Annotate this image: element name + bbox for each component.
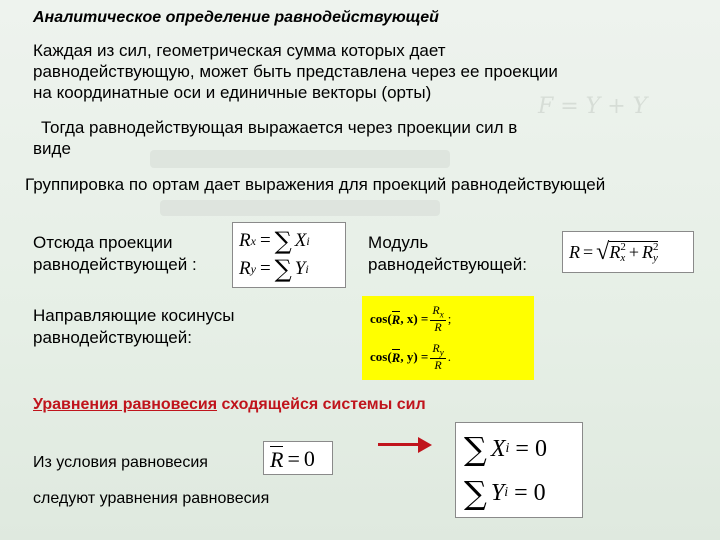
eq-x-i: i <box>505 441 510 456</box>
eq-x-zero: 0 <box>534 435 547 462</box>
mod-ry-sq: 2 <box>652 240 659 253</box>
ry-formula <box>239 255 339 283</box>
eq-x-formula <box>464 427 574 471</box>
mod-ry-supsub <box>653 242 659 264</box>
cos-x-num-r: R <box>432 302 440 317</box>
cos-y-frac <box>430 342 445 372</box>
ry-eq: = <box>259 258 271 279</box>
cond-eq: = <box>287 446 300 471</box>
mod-rx-sub: x <box>620 251 626 264</box>
cos-x-prefix: cos( <box>370 311 392 326</box>
cond-zero: 0 <box>303 446 315 471</box>
ghost-formula-bar-2 <box>160 200 440 216</box>
ry-symbol: R <box>239 258 251 279</box>
mod-r: R <box>569 241 580 262</box>
follow-label: следуют уравнения равновесия <box>33 490 270 507</box>
mod-plus: + <box>628 242 639 262</box>
arrow-right-icon <box>418 437 432 453</box>
equilibrium-heading-rest: сходящейся системы сил <box>217 396 426 413</box>
rx-i: i <box>306 233 310 248</box>
eq-y-sum: ∑ <box>464 474 487 512</box>
intro-line-3: на координатные оси и единичные векторы (орты) <box>33 83 432 102</box>
cos-x-rest: , x) = <box>400 311 429 326</box>
ry-sum: ∑ <box>274 255 292 283</box>
rx-formula <box>239 227 339 255</box>
mod-rx: R <box>609 242 621 262</box>
sqrt-body <box>609 241 658 264</box>
cos-y-num-r: R <box>432 340 440 355</box>
mod-ry: R <box>641 242 653 262</box>
ry-sub: y <box>250 261 256 276</box>
intro-line-1: Каждая из сил, геометрическая сумма которых дает <box>33 41 446 60</box>
then-line-1: Тогда равнодействующая выражается через проекции сил в <box>41 118 518 137</box>
rx-xi: X <box>294 230 307 251</box>
cos-x-den: R <box>434 320 442 335</box>
cosines-label: Направляющие косинусы равнодействующей: <box>33 306 235 347</box>
ry-i: i <box>305 261 309 276</box>
then-paragraph <box>33 117 673 159</box>
cos-x-semicolon: ; <box>447 311 452 326</box>
equilibrium-heading <box>33 396 426 414</box>
cos-y-den: R <box>434 358 442 373</box>
cos-y-num <box>430 342 445 359</box>
eq-x-sum: ∑ <box>464 430 487 468</box>
then-line-2: виде <box>33 139 71 158</box>
condition-formula <box>270 444 326 474</box>
eq-y-zero: 0 <box>533 479 546 506</box>
cos-x-formula <box>370 300 526 338</box>
cond-r: R <box>270 446 284 472</box>
then-line-1-wrap <box>33 117 673 138</box>
grouping-text: Группировка по ортам дает выражения для проекций равнодействующей <box>25 175 606 194</box>
cosines-formula-box <box>362 296 534 380</box>
equilibrium-equations-box <box>455 422 583 518</box>
eq-y-i: i <box>504 485 509 500</box>
mod-rx-supsub <box>620 242 626 264</box>
eq-y-eq: = <box>514 479 528 506</box>
condition-formula-box <box>263 441 333 475</box>
slide-title: Аналитическое определение равнодействующей <box>33 9 439 26</box>
eq-y-formula <box>464 471 574 515</box>
condition-label: Из условия равновесия <box>33 454 208 471</box>
projections-label: Отсюда проекции равнодействующей : <box>33 233 197 274</box>
equilibrium-heading-link[interactable]: Уравнения равновесия <box>33 396 218 413</box>
cos-y-r: R <box>391 349 401 365</box>
projections-formula-box <box>232 222 346 288</box>
modulus-label: Модуль равнодействующей: <box>368 233 527 274</box>
cos-y-rest: , y) = <box>400 349 429 364</box>
rx-sub: x <box>250 233 256 248</box>
arrow-shaft <box>378 443 422 446</box>
cos-x-frac <box>430 304 445 334</box>
rx-sum: ∑ <box>274 227 292 255</box>
rx-symbol: R <box>239 230 251 251</box>
ghost-vector-formula: F = Y + Y <box>538 94 648 119</box>
cos-y-num-sub: y <box>439 347 444 358</box>
mod-rx-sq: 2 <box>620 240 626 253</box>
intro-line-2: равнодействующую, может быть представлена через ее проекции <box>33 62 558 81</box>
cos-x-num <box>430 304 445 321</box>
cos-y-dot: . <box>447 349 451 364</box>
mod-ry-sub: y <box>652 251 658 264</box>
eq-x-xi: X <box>490 435 506 462</box>
cos-x-num-sub: x <box>439 309 444 320</box>
modulus-formula <box>569 236 687 268</box>
rx-eq: = <box>259 230 271 251</box>
ry-yi: Y <box>294 258 306 279</box>
cos-y-prefix: cos( <box>370 349 392 364</box>
sqrt-sign: √ <box>596 238 610 265</box>
eq-y-yi: Y <box>490 479 505 506</box>
cos-y-formula <box>370 338 526 376</box>
eq-x-eq: = <box>515 435 529 462</box>
modulus-formula-box <box>562 231 694 273</box>
cos-x-r: R <box>391 311 401 327</box>
mod-eq: = <box>583 241 594 262</box>
